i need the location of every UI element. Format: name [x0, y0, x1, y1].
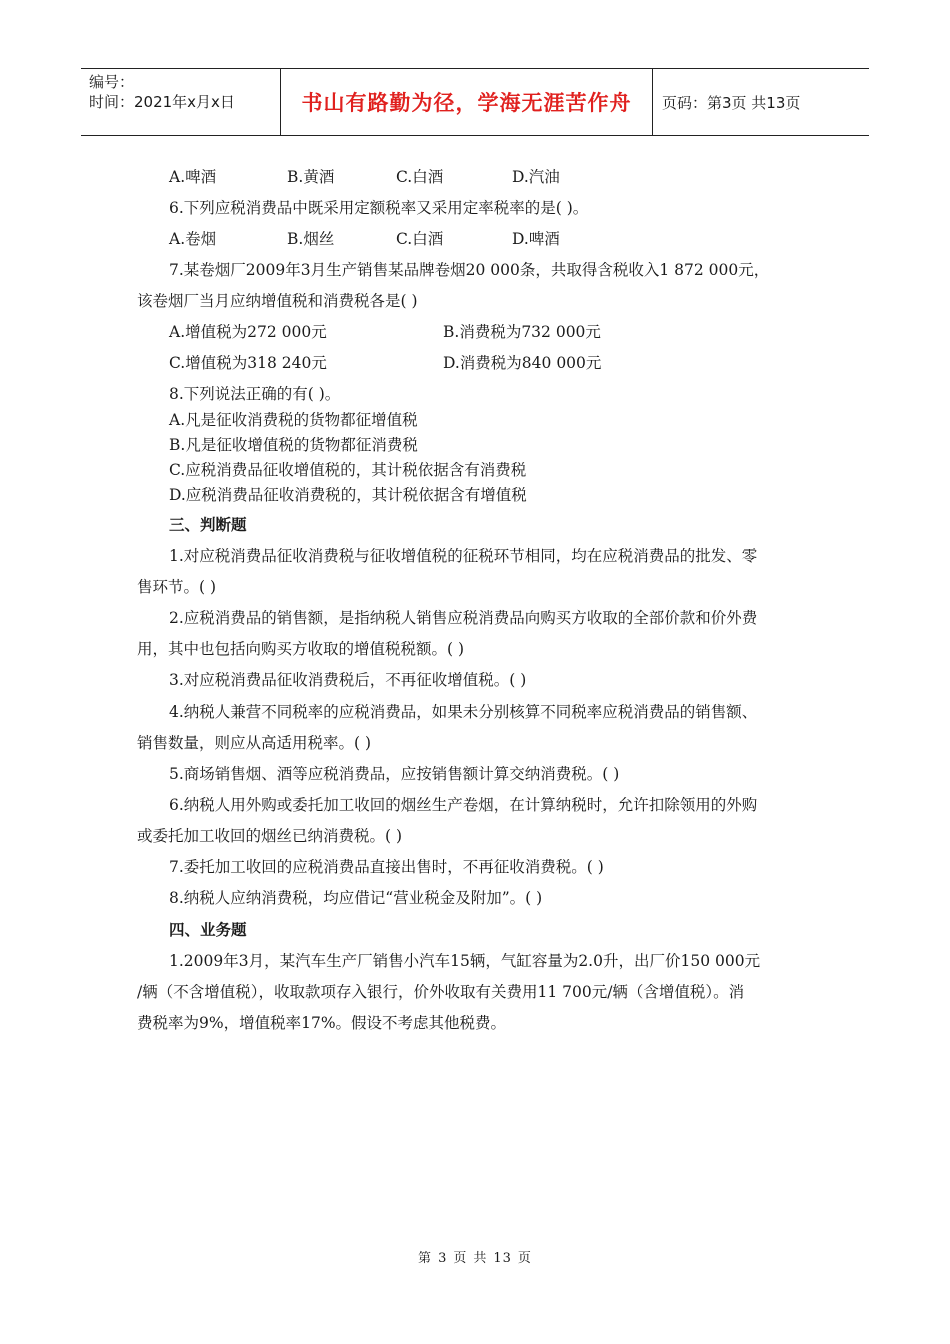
business-item-1-line-1: 1.2009年3月，某汽车生产厂销售小汽车15辆，气缸容量为2.0升，出厂价150 000元 [169, 952, 761, 970]
business-item-1-line-2: /辆（不含增值税），收取款项存入银行，价外收取有关费用11 700元/辆（含增值税）。消 [137, 983, 745, 1001]
q8-option-c: C.应税消费品征收增值税的，其计税依据含有消费税 [169, 461, 527, 479]
q6-option-d: D.啤酒 [512, 230, 560, 248]
q5-option-c: C.白酒 [396, 168, 444, 186]
section-3-title: 三、判断题 [169, 516, 247, 534]
section-4-title: 四、业务题 [169, 921, 247, 939]
q7-option-d: D.消费税为840 000元 [443, 354, 602, 372]
q8-option-d: D.应税消费品征收消费税的，其计税依据含有增值税 [169, 486, 527, 504]
document-number-label: 编号： [89, 73, 135, 91]
business-item-1-line-3: 费税率为9%，增值税率17%。假设不考虑其他税费。 [137, 1014, 507, 1032]
judge-item-6-line-1: 6.纳税人用外购或委托加工收回的烟丝生产卷烟，在计算纳税时，允许扣除领用的外购 [169, 796, 758, 814]
footer-current-page: 3 [438, 1251, 448, 1266]
q6-stem: 6.下列应税消费品中既采用定额税率又采用定率税率的是( )。 [169, 199, 589, 217]
page-footer [0, 1247, 950, 1266]
q6-option-a: A.卷烟 [169, 230, 217, 248]
q7-option-b: B.消费税为732 000元 [443, 323, 601, 341]
q8-option-b: B.凡是征收增值税的货物都征消费税 [169, 436, 418, 454]
q7-option-a: A.增值税为272 000元 [169, 323, 327, 341]
judge-item-1-line-2: 售环节。( ) [137, 578, 217, 596]
q8-option-a: A.凡是征收消费税的货物都征增值税 [169, 411, 418, 429]
q8-stem: 8.下列说法正确的有( )。 [169, 385, 341, 403]
judge-item-2-line-2: 用，其中也包括向购买方收取的增值税税额。( ) [137, 640, 465, 658]
judge-item-3: 3.对应税消费品征收消费税后，不再征收增值税。( ) [169, 671, 527, 689]
q7-stem-line-1: 7.某卷烟厂2009年3月生产销售某品牌卷烟20 000条，共取得含税收入1 872 000元， [169, 261, 770, 279]
header-motto: 书山有路勤为径，学海无涯苦作舟 [281, 69, 653, 135]
footer-text-gong: 共 [473, 1251, 488, 1266]
judge-item-2-line-1: 2.应税消费品的销售额，是指纳税人销售应税消费品向购买方收取的全部价款和价外费 [169, 609, 758, 627]
judge-item-6-line-2: 或委托加工收回的烟丝已纳消费税。( ) [137, 827, 403, 845]
q5-option-a: A.啤酒 [169, 168, 217, 186]
judge-item-8: 8.纳税人应纳消费税，均应借记“营业税金及附加”。( ) [169, 889, 543, 907]
footer-text-di: 第 [418, 1251, 433, 1266]
q5-option-d: D.汽油 [512, 168, 560, 186]
header-meta [81, 69, 281, 135]
q7-option-c: C.增值税为318 240元 [169, 354, 327, 372]
header-page-info: 页码：第3页 共13页 [662, 93, 801, 112]
q7-stem-line-2: 该卷烟厂当月应纳增值税和消费税各是( ) [137, 292, 418, 310]
judge-item-1-line-1: 1.对应税消费品征收消费税与征收增值税的征税环节相同，均在应税消费品的批发、零 [169, 547, 758, 565]
judge-item-7: 7.委托加工收回的应税消费品直接出售时，不再征收消费税。( ) [169, 858, 604, 876]
judge-item-4-line-1: 4.纳税人兼营不同税率的应税消费品，如果未分别核算不同税率应税消费品的销售额、 [169, 703, 758, 721]
footer-text-ye-2: 页 [517, 1251, 532, 1266]
judge-item-5: 5.商场销售烟、酒等应税消费品，应按销售额计算交纳消费税。( ) [169, 765, 620, 783]
q5-option-b: B.黄酒 [287, 168, 335, 186]
q6-option-b: B.烟丝 [287, 230, 335, 248]
page-header [81, 68, 869, 136]
q6-option-c: C.白酒 [396, 230, 444, 248]
footer-text-ye: 页 [453, 1251, 468, 1266]
footer-total-pages: 13 [493, 1251, 512, 1266]
document-time: 时间：2021年x月x日 [89, 93, 235, 111]
judge-item-4-line-2: 销售数量，则应从高适用税率。( ) [137, 734, 372, 752]
